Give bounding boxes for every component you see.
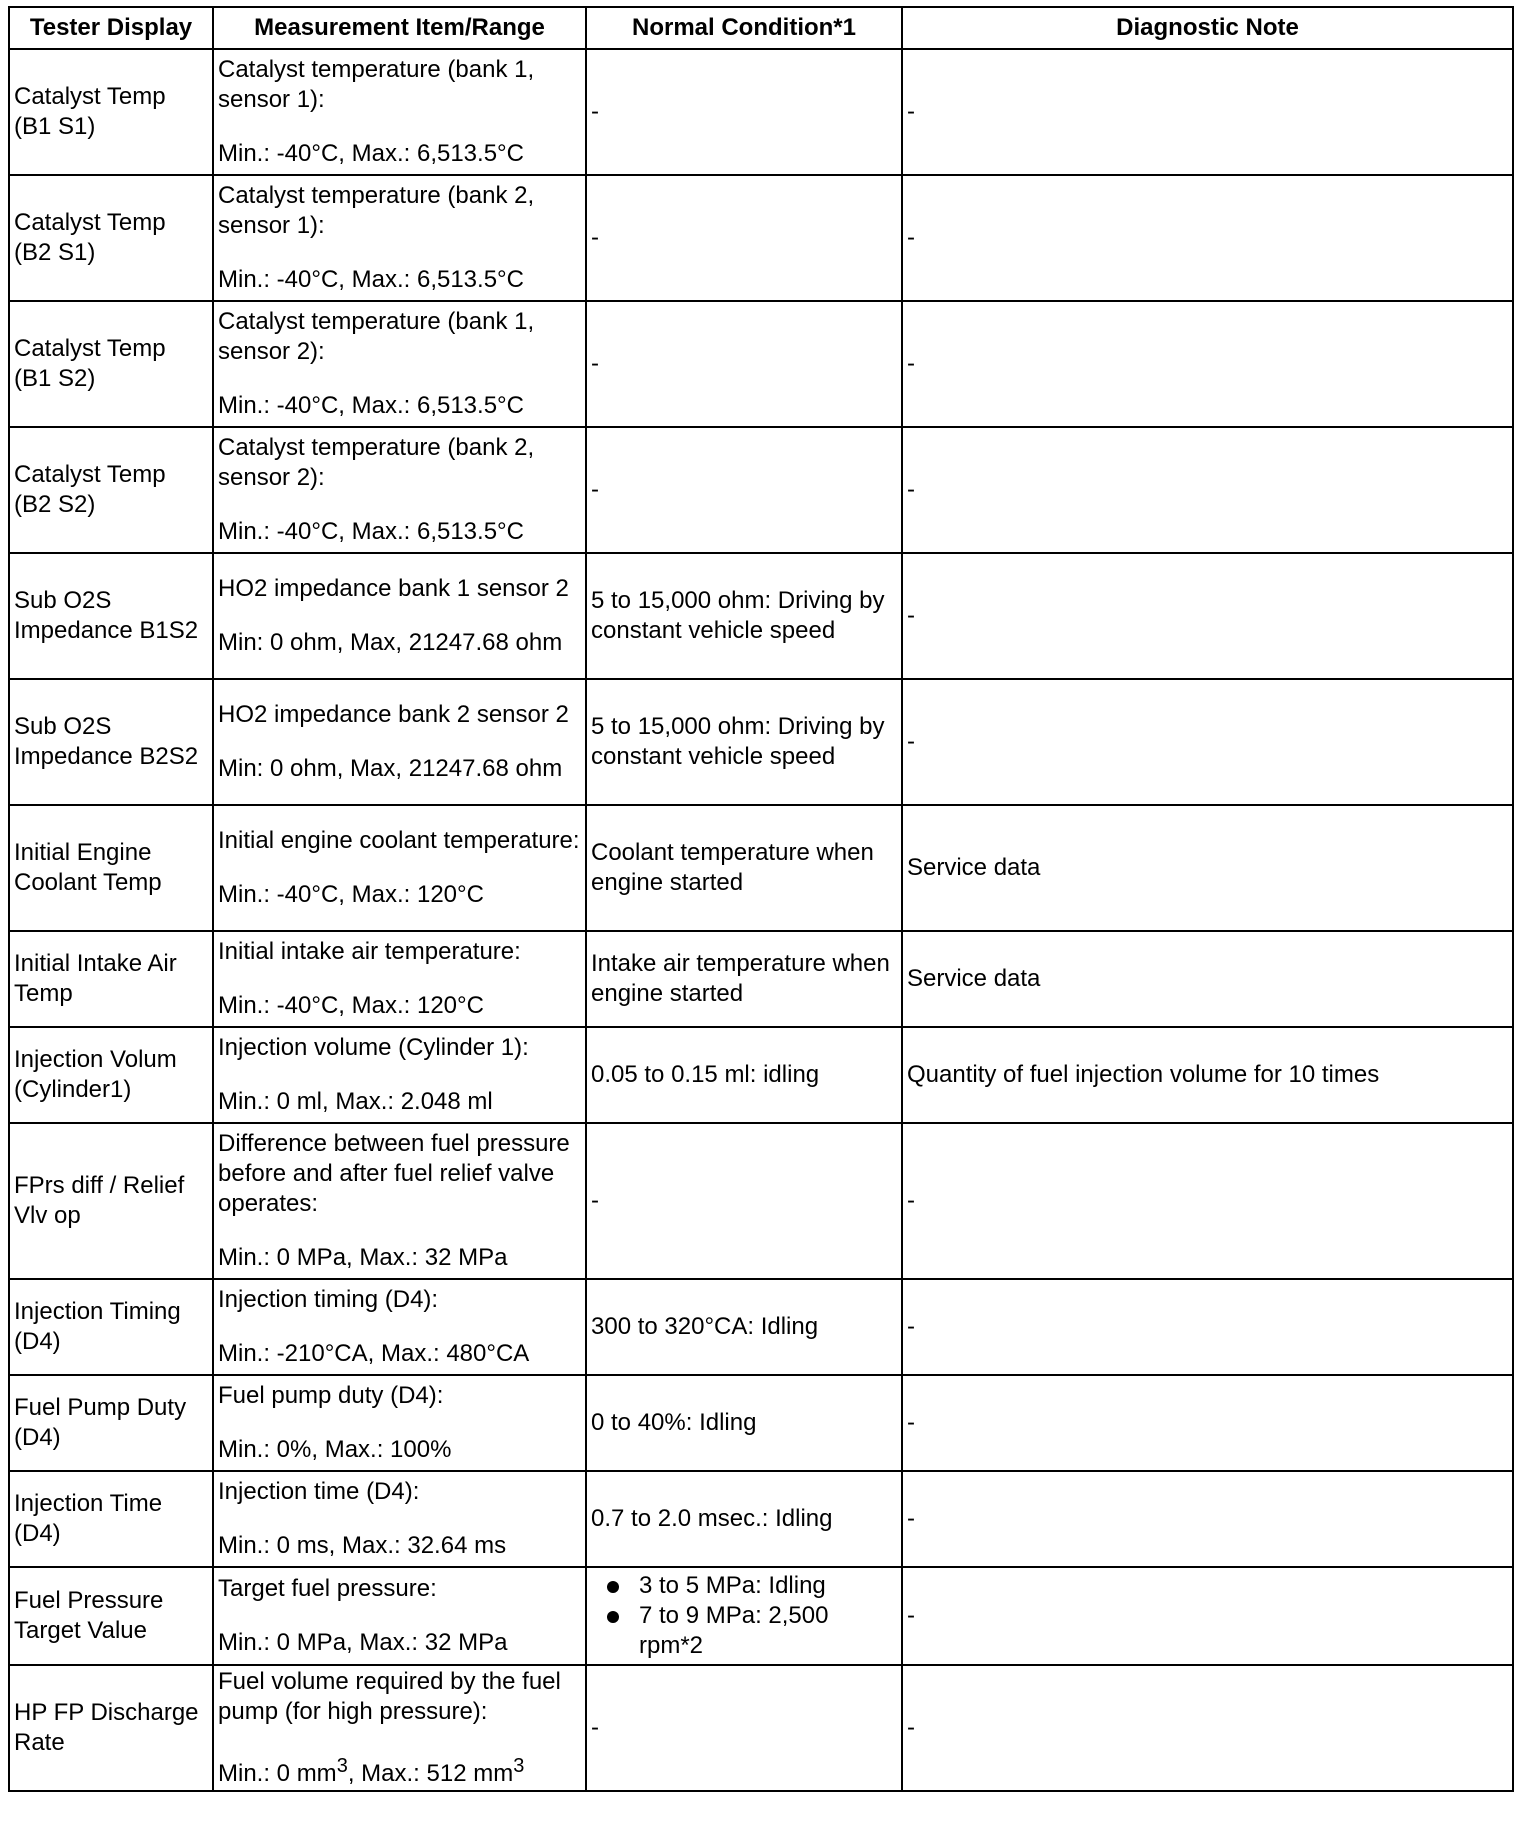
cell-measurement-item bbox=[213, 1279, 586, 1375]
measurement-range: Min.: 0 ms, Max.: 32.64 ms bbox=[218, 1532, 507, 1559]
range-min-text: Min.: 0 mm bbox=[218, 1760, 337, 1787]
normal-condition-list bbox=[591, 1571, 897, 1661]
list-item: 7 to 9 MPa: 2,500 rpm*2 bbox=[591, 1601, 897, 1661]
measurement-range: Min.: 0 ml, Max.: 2.048 ml bbox=[218, 1088, 493, 1115]
cell-diagnostic-note: - bbox=[902, 553, 1513, 679]
measurement-description: Fuel pump duty (D4): bbox=[218, 1382, 444, 1409]
cell-normal-condition: 0.05 to 0.15 ml: idling bbox=[586, 1027, 902, 1123]
table-row bbox=[9, 679, 1513, 805]
measurement-description: Catalyst temperature (bank 1, sensor 1): bbox=[218, 56, 535, 113]
measurement-range: Min.: 0 MPa, Max.: 32 MPa bbox=[218, 1244, 508, 1271]
table-row bbox=[9, 175, 1513, 301]
measurement-description: Injection volume (Cylinder 1): bbox=[218, 1034, 529, 1061]
cell-diagnostic-note: - bbox=[902, 49, 1513, 175]
cell-measurement-item bbox=[213, 931, 586, 1027]
measurement-description: Catalyst temperature (bank 2, sensor 2): bbox=[218, 434, 535, 491]
cell-diagnostic-note: - bbox=[902, 175, 1513, 301]
cell-normal-condition: - bbox=[586, 301, 902, 427]
cell-diagnostic-note: Quantity of fuel injection volume for 10 times bbox=[902, 1027, 1513, 1123]
cell-normal-condition: 5 to 15,000 ohm: Driving by constant vehicle speed bbox=[586, 679, 902, 805]
table-row bbox=[9, 49, 1513, 175]
cell-measurement-item bbox=[213, 1123, 586, 1279]
cell-diagnostic-note: - bbox=[902, 1279, 1513, 1375]
cell-tester-display: Initial Intake Air Temp bbox=[9, 931, 213, 1027]
measurement-range: Min.: 0%, Max.: 100% bbox=[218, 1436, 452, 1463]
measurement-description: HO2 impedance bank 2 sensor 2 bbox=[218, 701, 569, 728]
table-row bbox=[9, 1375, 1513, 1471]
measurement-range: Min: 0 ohm, Max, 21247.68 ohm bbox=[218, 755, 563, 782]
table-row bbox=[9, 553, 1513, 679]
measurement-description: Initial engine coolant temperature: bbox=[218, 827, 580, 854]
measurement-range: Min.: 0 MPa, Max.: 32 MPa bbox=[218, 1629, 508, 1656]
cell-diagnostic-note: - bbox=[902, 679, 1513, 805]
cell-measurement-item bbox=[213, 1665, 586, 1791]
measurement-description: Fuel volume required by the fuel pump (for high pressure): bbox=[218, 1668, 561, 1725]
measurement-range: Min.: -40°C, Max.: 6,513.5°C bbox=[218, 266, 524, 293]
cell-normal-condition: 300 to 320°CA: Idling bbox=[586, 1279, 902, 1375]
cell-diagnostic-note: - bbox=[902, 1665, 1513, 1791]
header-measurement-item: Measurement Item/Range bbox=[213, 7, 586, 49]
measurement-description: Difference between fuel pressure before and after fuel relief valve operates: bbox=[218, 1130, 570, 1217]
measurement-range: Min: 0 ohm, Max, 21247.68 ohm bbox=[218, 629, 563, 656]
measurement-range: Min.: -40°C, Max.: 6,513.5°C bbox=[218, 140, 524, 167]
cell-normal-condition: 0.7 to 2.0 msec.: Idling bbox=[586, 1471, 902, 1567]
measurement-description: Catalyst temperature (bank 2, sensor 1): bbox=[218, 182, 535, 239]
table-row bbox=[9, 1665, 1513, 1791]
cell-measurement-item bbox=[213, 553, 586, 679]
cell-tester-display: Initial Engine Coolant Temp bbox=[9, 805, 213, 931]
measurement-range: Min.: -40°C, Max.: 120°C bbox=[218, 992, 484, 1019]
table-row bbox=[9, 427, 1513, 553]
measurement-description: Initial intake air temperature: bbox=[218, 938, 521, 965]
cell-normal-condition: - bbox=[586, 49, 902, 175]
cell-measurement-item bbox=[213, 301, 586, 427]
measurement-range: Min.: -210°CA, Max.: 480°CA bbox=[218, 1340, 530, 1367]
table-row bbox=[9, 1471, 1513, 1567]
superscript: 3 bbox=[336, 1755, 348, 1777]
cell-diagnostic-note: Service data bbox=[902, 805, 1513, 931]
cell-normal-condition: Intake air temperature when engine started bbox=[586, 931, 902, 1027]
cell-tester-display: Fuel Pressure Target Value bbox=[9, 1567, 213, 1665]
measurement-description: Injection time (D4): bbox=[218, 1478, 420, 1505]
table-header-row bbox=[9, 7, 1513, 49]
cell-diagnostic-note: Service data bbox=[902, 931, 1513, 1027]
table-row bbox=[9, 1027, 1513, 1123]
cell-diagnostic-note: - bbox=[902, 427, 1513, 553]
table-row bbox=[9, 1279, 1513, 1375]
cell-tester-display: Catalyst Temp (B1 S1) bbox=[9, 49, 213, 175]
range-max-text: , Max.: 512 mm bbox=[347, 1760, 514, 1787]
cell-tester-display: Catalyst Temp (B1 S2) bbox=[9, 301, 213, 427]
table-row bbox=[9, 301, 1513, 427]
cell-normal-condition: 0 to 40%: Idling bbox=[586, 1375, 902, 1471]
table-row bbox=[9, 1567, 1513, 1665]
measurement-description: Target fuel pressure: bbox=[218, 1575, 437, 1602]
superscript: 3 bbox=[513, 1755, 525, 1777]
measurement-description: HO2 impedance bank 1 sensor 2 bbox=[218, 575, 569, 602]
cell-tester-display: FPrs diff / Relief Vlv op bbox=[9, 1123, 213, 1279]
cell-tester-display: Catalyst Temp (B2 S1) bbox=[9, 175, 213, 301]
measurement-range: Min.: -40°C, Max.: 120°C bbox=[218, 881, 484, 908]
measurement-description: Catalyst temperature (bank 1, sensor 2): bbox=[218, 308, 535, 365]
cell-measurement-item bbox=[213, 49, 586, 175]
cell-measurement-item bbox=[213, 679, 586, 805]
cell-tester-display: Injection Time (D4) bbox=[9, 1471, 213, 1567]
table-row bbox=[9, 1123, 1513, 1279]
measurement-range: Min.: -40°C, Max.: 6,513.5°C bbox=[218, 518, 524, 545]
cell-tester-display: Fuel Pump Duty (D4) bbox=[9, 1375, 213, 1471]
cell-tester-display: Injection Timing (D4) bbox=[9, 1279, 213, 1375]
cell-measurement-item bbox=[213, 805, 586, 931]
cell-measurement-item bbox=[213, 1471, 586, 1567]
cell-normal-condition: - bbox=[586, 1123, 902, 1279]
data-list-table bbox=[8, 6, 1514, 1792]
cell-measurement-item bbox=[213, 1567, 586, 1665]
cell-tester-display: Catalyst Temp (B2 S2) bbox=[9, 427, 213, 553]
cell-diagnostic-note: - bbox=[902, 1123, 1513, 1279]
table-row bbox=[9, 931, 1513, 1027]
cell-tester-display: HP FP Discharge Rate bbox=[9, 1665, 213, 1791]
cell-measurement-item bbox=[213, 1027, 586, 1123]
cell-normal-condition: Coolant temperature when engine started bbox=[586, 805, 902, 931]
cell-normal-condition bbox=[586, 1567, 902, 1665]
cell-diagnostic-note: - bbox=[902, 1567, 1513, 1665]
cell-diagnostic-note: - bbox=[902, 301, 1513, 427]
cell-diagnostic-note: - bbox=[902, 1375, 1513, 1471]
cell-measurement-item bbox=[213, 427, 586, 553]
cell-tester-display: Injection Volum (Cylinder1) bbox=[9, 1027, 213, 1123]
measurement-description: Injection timing (D4): bbox=[218, 1286, 439, 1313]
header-normal-condition: Normal Condition*1 bbox=[586, 7, 902, 49]
cell-tester-display: Sub O2S Impedance B1S2 bbox=[9, 553, 213, 679]
document-page bbox=[8, 6, 1512, 1792]
cell-normal-condition: - bbox=[586, 427, 902, 553]
table-row bbox=[9, 805, 1513, 931]
cell-diagnostic-note: - bbox=[902, 1471, 1513, 1567]
header-diagnostic-note: Diagnostic Note bbox=[902, 7, 1513, 49]
cell-normal-condition: - bbox=[586, 1665, 902, 1791]
header-tester-display: Tester Display bbox=[9, 7, 213, 49]
list-item: 3 to 5 MPa: Idling bbox=[591, 1571, 897, 1601]
cell-tester-display: Sub O2S Impedance B2S2 bbox=[9, 679, 213, 805]
cell-measurement-item bbox=[213, 175, 586, 301]
measurement-range: Min.: -40°C, Max.: 6,513.5°C bbox=[218, 392, 524, 419]
cell-measurement-item bbox=[213, 1375, 586, 1471]
cell-normal-condition: - bbox=[586, 175, 902, 301]
cell-normal-condition: 5 to 15,000 ohm: Driving by constant vehicle speed bbox=[586, 553, 902, 679]
measurement-range bbox=[218, 1751, 581, 1789]
